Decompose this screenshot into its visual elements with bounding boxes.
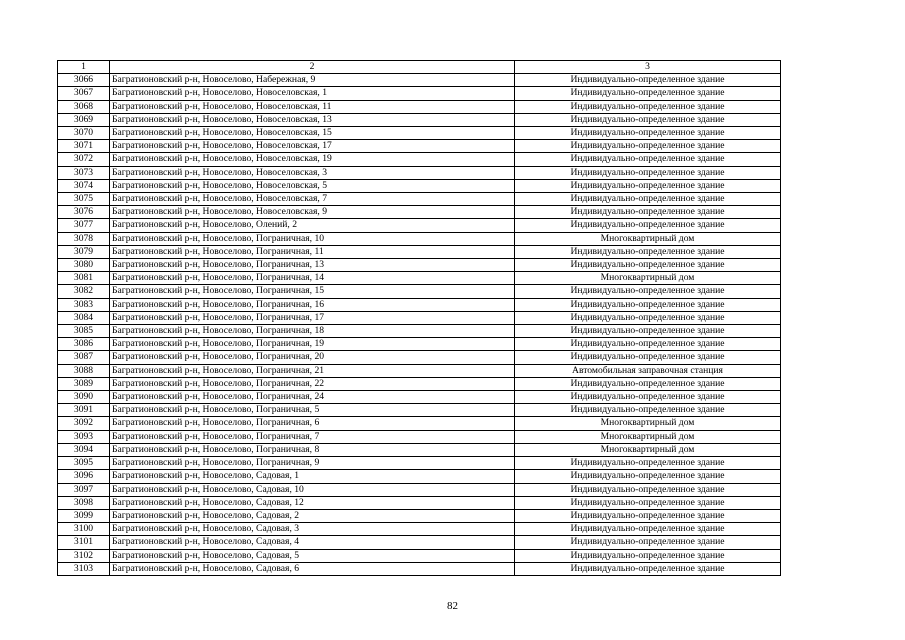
row-number-cell: 3072 [58, 153, 110, 166]
table-row [58, 272, 781, 285]
table-row [58, 391, 781, 404]
address-cell: Багратионовский р-н, Новоселово, Садовая, 12 [110, 496, 515, 509]
table-row [58, 87, 781, 100]
object-type-cell: Индивидуально-определенное здание [515, 259, 781, 272]
table-row [58, 127, 781, 140]
table-row [58, 338, 781, 351]
address-cell: Багратионовский р-н, Новоселово, Олений, 2 [110, 219, 515, 232]
address-cell: Багратионовский р-н, Новоселово, Садовая, 1 [110, 470, 515, 483]
table-header-row [58, 61, 781, 74]
address-cell: Багратионовский р-н, Новоселово, Пограничная, 11 [110, 245, 515, 258]
object-type-cell: Индивидуально-определенное здание [515, 457, 781, 470]
row-number-cell: 3100 [58, 523, 110, 536]
object-type-cell: Многоквартирный дом [515, 232, 781, 245]
row-number-cell: 3098 [58, 496, 110, 509]
object-type-cell: Индивидуально-определенное здание [515, 338, 781, 351]
row-number-cell: 3092 [58, 417, 110, 430]
row-number-cell: 3080 [58, 259, 110, 272]
row-number-cell: 3103 [58, 562, 110, 575]
address-cell: Багратионовский р-н, Новоселово, Новоселовская, 3 [110, 166, 515, 179]
column-header-1: 1 [58, 61, 110, 74]
table-row [58, 219, 781, 232]
row-number-cell: 3101 [58, 536, 110, 549]
row-number-cell: 3076 [58, 206, 110, 219]
object-type-cell: Многоквартирный дом [515, 417, 781, 430]
object-type-cell: Индивидуально-определенное здание [515, 74, 781, 87]
table-row [58, 509, 781, 522]
object-type-cell: Индивидуально-определенное здание [515, 562, 781, 575]
address-cell: Багратионовский р-н, Новоселово, Пограничная, 19 [110, 338, 515, 351]
object-type-cell: Многоквартирный дом [515, 430, 781, 443]
object-type-cell: Индивидуально-определенное здание [515, 140, 781, 153]
row-number-cell: 3082 [58, 285, 110, 298]
row-number-cell: 3077 [58, 219, 110, 232]
object-type-cell: Автомобильная заправочная станция [515, 364, 781, 377]
address-cell: Багратионовский р-н, Новоселово, Пограничная, 8 [110, 443, 515, 456]
object-type-cell: Индивидуально-определенное здание [515, 193, 781, 206]
table-row [58, 496, 781, 509]
table-row [58, 232, 781, 245]
table-row [58, 193, 781, 206]
row-number-cell: 3086 [58, 338, 110, 351]
table-row [58, 470, 781, 483]
column-header-2: 2 [110, 61, 515, 74]
table-row [58, 113, 781, 126]
table-row [58, 325, 781, 338]
object-type-cell: Индивидуально-определенное здание [515, 245, 781, 258]
object-type-cell: Индивидуально-определенное здание [515, 496, 781, 509]
row-number-cell: 3070 [58, 127, 110, 140]
address-cell: Багратионовский р-н, Новоселово, Пограничная, 24 [110, 391, 515, 404]
table-row [58, 311, 781, 324]
table-row [58, 562, 781, 575]
table-row [58, 443, 781, 456]
table-row [58, 298, 781, 311]
row-number-cell: 3099 [58, 509, 110, 522]
address-cell: Багратионовский р-н, Новоселово, Садовая, 4 [110, 536, 515, 549]
address-cell: Багратионовский р-н, Новоселово, Пограничная, 18 [110, 325, 515, 338]
table-row [58, 351, 781, 364]
object-type-cell: Индивидуально-определенное здание [515, 351, 781, 364]
row-number-cell: 3090 [58, 391, 110, 404]
row-number-cell: 3102 [58, 549, 110, 562]
page-number: 82 [447, 600, 458, 612]
table-row [58, 206, 781, 219]
table-row [58, 457, 781, 470]
object-type-cell: Многоквартирный дом [515, 443, 781, 456]
object-type-cell: Индивидуально-определенное здание [515, 483, 781, 496]
row-number-cell: 3081 [58, 272, 110, 285]
table-row [58, 74, 781, 87]
row-number-cell: 3069 [58, 113, 110, 126]
address-cell: Багратионовский р-н, Новоселово, Новоселовская, 13 [110, 113, 515, 126]
address-cell: Багратионовский р-н, Новоселово, Новоселовская, 11 [110, 100, 515, 113]
table-row [58, 153, 781, 166]
row-number-cell: 3085 [58, 325, 110, 338]
object-type-cell: Индивидуально-определенное здание [515, 298, 781, 311]
address-cell: Багратионовский р-н, Новоселово, Набережная, 9 [110, 74, 515, 87]
address-cell: Багратионовский р-н, Новоселово, Новоселовская, 1 [110, 87, 515, 100]
object-type-cell: Индивидуально-определенное здание [515, 509, 781, 522]
row-number-cell: 3096 [58, 470, 110, 483]
row-number-cell: 3094 [58, 443, 110, 456]
row-number-cell: 3088 [58, 364, 110, 377]
table-row [58, 140, 781, 153]
table-row [58, 179, 781, 192]
row-number-cell: 3075 [58, 193, 110, 206]
address-cell: Багратионовский р-н, Новоселово, Новоселовская, 5 [110, 179, 515, 192]
row-number-cell: 3078 [58, 232, 110, 245]
address-cell: Багратионовский р-н, Новоселово, Пограничная, 6 [110, 417, 515, 430]
address-cell: Багратионовский р-н, Новоселово, Новоселовская, 17 [110, 140, 515, 153]
address-cell: Багратионовский р-н, Новоселово, Пограничная, 16 [110, 298, 515, 311]
table-row [58, 245, 781, 258]
object-type-cell: Индивидуально-определенное здание [515, 219, 781, 232]
object-type-cell: Индивидуально-определенное здание [515, 470, 781, 483]
table-row [58, 549, 781, 562]
address-cell: Багратионовский р-н, Новоселово, Пограничная, 13 [110, 259, 515, 272]
address-cell: Багратионовский р-н, Новоселово, Новоселовская, 15 [110, 127, 515, 140]
row-number-cell: 3091 [58, 404, 110, 417]
object-type-cell: Индивидуально-определенное здание [515, 311, 781, 324]
address-cell: Багратионовский р-н, Новоселово, Садовая, 6 [110, 562, 515, 575]
row-number-cell: 3079 [58, 245, 110, 258]
row-number-cell: 3089 [58, 377, 110, 390]
object-type-cell: Индивидуально-определенное здание [515, 100, 781, 113]
table-row [58, 536, 781, 549]
address-cell: Багратионовский р-н, Новоселово, Новоселовская, 9 [110, 206, 515, 219]
object-type-cell: Индивидуально-определенное здание [515, 285, 781, 298]
address-cell: Багратионовский р-н, Новоселово, Пограничная, 10 [110, 232, 515, 245]
address-cell: Багратионовский р-н, Новоселово, Пограничная, 9 [110, 457, 515, 470]
table-row [58, 364, 781, 377]
table-row [58, 430, 781, 443]
row-number-cell: 3087 [58, 351, 110, 364]
address-cell: Багратионовский р-н, Новоселово, Пограничная, 20 [110, 351, 515, 364]
address-cell: Багратионовский р-н, Новоселово, Садовая, 5 [110, 549, 515, 562]
table-row [58, 166, 781, 179]
object-type-cell: Индивидуально-определенное здание [515, 206, 781, 219]
object-type-cell: Индивидуально-определенное здание [515, 391, 781, 404]
row-number-cell: 3067 [58, 87, 110, 100]
row-number-cell: 3083 [58, 298, 110, 311]
address-cell: Багратионовский р-н, Новоселово, Пограничная, 5 [110, 404, 515, 417]
address-cell: Багратионовский р-н, Новоселово, Пограничная, 7 [110, 430, 515, 443]
object-type-cell: Индивидуально-определенное здание [515, 377, 781, 390]
object-type-cell: Индивидуально-определенное здание [515, 325, 781, 338]
address-cell: Багратионовский р-н, Новоселово, Новоселовская, 19 [110, 153, 515, 166]
object-type-cell: Индивидуально-определенное здание [515, 549, 781, 562]
table-row [58, 483, 781, 496]
object-type-cell: Индивидуально-определенное здание [515, 153, 781, 166]
row-number-cell: 3095 [58, 457, 110, 470]
table-row [58, 259, 781, 272]
table-row [58, 417, 781, 430]
row-number-cell: 3084 [58, 311, 110, 324]
table-row [58, 285, 781, 298]
row-number-cell: 3097 [58, 483, 110, 496]
object-type-cell: Индивидуально-определенное здание [515, 404, 781, 417]
table-body [58, 74, 781, 576]
address-cell: Багратионовский р-н, Новоселово, Пограничная, 21 [110, 364, 515, 377]
row-number-cell: 3068 [58, 100, 110, 113]
address-cell: Багратионовский р-н, Новоселово, Пограничная, 15 [110, 285, 515, 298]
address-cell: Багратионовский р-н, Новоселово, Пограничная, 14 [110, 272, 515, 285]
address-cell: Багратионовский р-н, Новоселово, Садовая, 3 [110, 523, 515, 536]
object-type-cell: Индивидуально-определенное здание [515, 523, 781, 536]
object-type-cell: Индивидуально-определенное здание [515, 113, 781, 126]
object-type-cell: Индивидуально-определенное здание [515, 179, 781, 192]
address-cell: Багратионовский р-н, Новоселово, Садовая, 2 [110, 509, 515, 522]
address-cell: Багратионовский р-н, Новоселово, Садовая, 10 [110, 483, 515, 496]
row-number-cell: 3066 [58, 74, 110, 87]
address-cell: Багратионовский р-н, Новоселово, Пограничная, 22 [110, 377, 515, 390]
object-type-cell: Индивидуально-определенное здание [515, 166, 781, 179]
row-number-cell: 3073 [58, 166, 110, 179]
object-type-cell: Индивидуально-определенное здание [515, 87, 781, 100]
table-row [58, 404, 781, 417]
table-row [58, 523, 781, 536]
column-header-3: 3 [515, 61, 781, 74]
address-cell: Багратионовский р-н, Новоселово, Пограничная, 17 [110, 311, 515, 324]
row-number-cell: 3074 [58, 179, 110, 192]
address-cell: Багратионовский р-н, Новоселово, Новоселовская, 7 [110, 193, 515, 206]
table-row [58, 100, 781, 113]
table-row [58, 377, 781, 390]
object-type-cell: Индивидуально-определенное здание [515, 127, 781, 140]
row-number-cell: 3093 [58, 430, 110, 443]
row-number-cell: 3071 [58, 140, 110, 153]
object-type-cell: Многоквартирный дом [515, 272, 781, 285]
object-type-cell: Индивидуально-определенное здание [515, 536, 781, 549]
objects-table [57, 60, 781, 576]
